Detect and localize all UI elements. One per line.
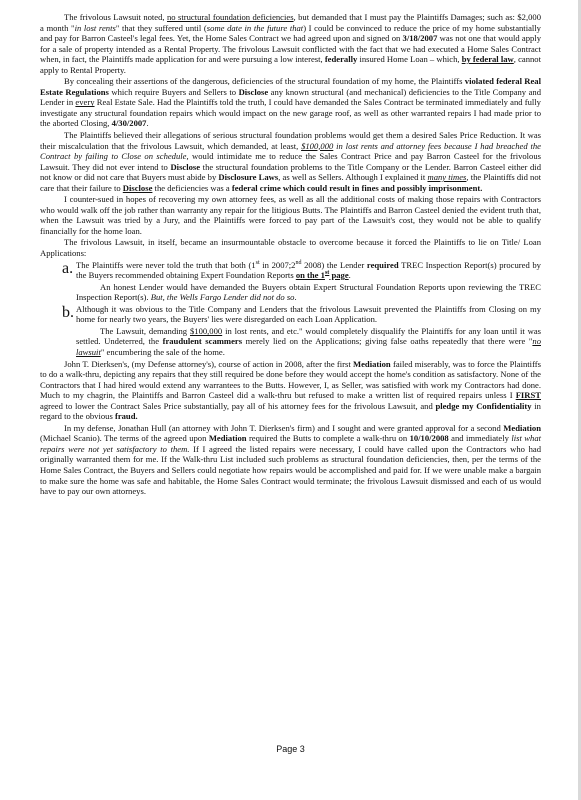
list-item-b-text — [76, 304, 541, 325]
text-run: " encumbering the sale of the home. — [100, 346, 225, 357]
text-run: no structural foundation deficiencies — [166, 12, 294, 22]
text-run: An honest Lender would have demanded the Buyers obtain Expert Structural Foundation Reports upon reviewing the TREC Inspection Report(s). — [76, 281, 541, 303]
text-run: list what repairs were not yet satisfactory to them. — [40, 433, 541, 454]
text-run: in regard to the obvious — [40, 400, 541, 422]
text-run: TREC Inspection Report(s) procured by the Buyers recommended obtaining Expert Foundation Reports — [76, 259, 541, 281]
text-run: st — [324, 270, 330, 277]
text-run: 4/30/2007 — [111, 118, 147, 129]
text-run: nd — [295, 259, 302, 266]
text-run: failed miserably, was to force the Plaintiffs to do a walk-thru, depicting any repairs that they still required be done before they would accept the home's condition as satisfactory. None of the Contractors that I had hired would extend any warrantees to the Butts. However, I, as Seller, was satisfied with work my Contractors had done. Much to my chagrin, the Plaintiffs and Barron Casteel did a walk-thru but refused to make a written list of required repairs unless I — [40, 358, 541, 401]
text-run: John T. Dierksen's, (my Defense attorney's), course of action in 2008, after the first — [64, 358, 353, 369]
text-run: Disclose — [238, 86, 269, 97]
list-marker-b: b. — [62, 303, 74, 321]
text-run: If I agreed the listed repairs were necessary, I could have called upon the Contractors who had originally warranted them for me. If the Walk-thru List included such problems as structural foundation deficiencies, then, per the terms of the Home Sales Contract, the Buyers and Sellers could negotiate how repairs would be accomplished and paid for. If we were unable make a bargain to make sure the home was safe and habitable, the Home Sales Contract would terminate; the frivolous Lawsuit dismissed and each of us would have to pay our own attorneys. — [40, 443, 541, 497]
list-item-a-text — [76, 260, 541, 281]
text-run: The frivolous Lawsuit, in itself, became an insurmountable obstacle to overcome because it forced the Plaintiffs to lie on Title/ Loan Applications: — [40, 237, 541, 259]
text-run: violated federal Real Estate Regulations — [40, 76, 541, 97]
text-run: Although it was obvious to the Title Company and Lenders that the frivolous Lawsuit prevented the Plaintiffs from Closing on my home for nearly two years, the Buyers' lies were disregarded on each Loan Application. — [76, 303, 541, 325]
text-run: Disclose — [170, 161, 201, 172]
text-run: $100,000 — [189, 325, 223, 336]
text-run: would intimidate me to reduce the Sales Contract Price and pay Barron Casteel for the frivolous Lawsuit. They did not ever intend to — [40, 151, 541, 172]
list-item-b-body — [76, 304, 541, 359]
list-marker-a: a. — [62, 259, 74, 277]
text-run: required the Butts to complete a walk-thru on — [246, 433, 410, 444]
list-item-a-continuation — [76, 282, 541, 303]
text-run: page — [329, 270, 349, 281]
text-run: Disclosure Laws — [218, 172, 279, 183]
paragraph-sales-price-reduction — [40, 130, 541, 193]
paragraph-first-mediation — [40, 359, 541, 422]
text-run: . — [146, 118, 149, 129]
text-run: . — [348, 270, 351, 281]
text-run: Real Estate Sale. Had the Plaintiffs told the truth, I could have demanded the Sales Contract be terminated immediately and fully investigate any structural foundation repairs which would impact on the new garage roof, as well as other warranted repairs I had made prior to the aborted Closing, — [40, 97, 541, 129]
paragraph-concealment — [40, 76, 541, 129]
list-item-b-continuation — [76, 326, 541, 358]
text-run: Mediation — [353, 358, 391, 369]
text-run: " that they suffered until ( — [115, 22, 207, 33]
text-run: fraud. — [114, 411, 138, 422]
text-run: I counter-sued in hopes of recovering my own attorney fees, as well as all the additional costs of making those repairs with Contractors who would walk off the job rather than warranty any repair for the litigious Butts. The Plaintiffs and Barron Casteel denied the evident truth that, when the Lawsuit was tried by a Jury, and the Plaintiffs were forced to pay part of the Lawsuit's cost, they would not be able to qualify financially for the home loan. — [40, 194, 541, 236]
text-run: on the 1 — [295, 270, 325, 281]
text-run: ) I could be convinced to reduce the price of my home substantially and pay for Barron Casteel's legal fees. Yet, the Home Sales Contract we had agreed upon and signed on — [40, 22, 541, 44]
list-item-b — [40, 304, 541, 359]
list-item-a-body — [76, 260, 541, 304]
text-run: in lost rents, and etc." would completely disqualify the Plaintiffs for any loan until it was settled. Undeterred, the — [76, 325, 542, 347]
text-run: , as well as Sellers. Although I explained it — [278, 172, 428, 183]
text-run: many times — [427, 172, 467, 183]
text-run: federal crime which could result in fines and possibly imprisonment. — [231, 182, 483, 193]
text-run: , the Plaintiffs did not care that their failure to — [40, 172, 542, 193]
text-run: 3/18/2007 — [402, 33, 438, 44]
page-number: Page 3 — [276, 744, 305, 754]
text-run: some date in the future that — [206, 22, 304, 33]
paragraph-loan-applications — [40, 237, 541, 258]
paragraph-lawsuit-damages — [40, 12, 541, 75]
text-run: every — [75, 97, 95, 108]
text-run: But, the Wells Fargo Lender did not do so — [150, 292, 295, 303]
text-run: Mediation — [208, 433, 247, 444]
text-run: st — [255, 259, 260, 266]
text-run: agreed to lower the Contract Sales Price substantially, pay all of his attorney fees for the frivolous Lawsuit, and — [40, 400, 436, 411]
text-run: The Plaintiffs believed their allegations of serious structural foundation problems would get them a desired Sales Price Reduction. It was their miscalculation that the frivolous Lawsuit, which demanded, at least, — [40, 130, 541, 151]
text-run: , cannot apply to Rental Property. — [40, 54, 541, 75]
text-run: federally — [324, 54, 358, 65]
text-run: . — [294, 292, 297, 303]
text-run: In my defense, Jonathan Hull (an attorney with John T. Dierksen's firm) and I sought and were granted approval for a second — [64, 422, 504, 433]
text-run: merely lied on the Applications; giving false oaths repeatedly that there were " — [242, 336, 533, 347]
text-run: fraudulent scammers — [162, 336, 243, 347]
text-run: the structural foundation problems to the Title Company or the Lender. Barron Casteel either did not know or did not care that Buyers must abide by — [40, 161, 541, 183]
text-run: in lost rents and attorney fees because I had breached the Contract by failing to Close on schedule, — [40, 140, 541, 162]
text-run: in 2007;2 — [259, 259, 296, 270]
text-run: (Michael Scanio). The terms of the agreed upon — [40, 433, 209, 444]
text-run: Mediation — [503, 422, 541, 433]
text-run: and immediately — [448, 433, 512, 444]
text-run: the deficiencies was a — [152, 182, 232, 193]
text-run: The Lawsuit, demanding — [100, 325, 190, 336]
text-run: $100,000 — [301, 140, 334, 151]
text-run: 2008) the Lender — [301, 259, 367, 270]
paragraph-counter-suit — [40, 194, 541, 236]
paragraph-second-mediation — [40, 423, 541, 497]
text-run: insured Home Loan – which, — [357, 54, 462, 65]
text-run: 10/10/2008 — [409, 433, 449, 444]
text-run: , but demanded that I must pay the Plaintiffs Damages; such as: $2,000 a month " — [40, 12, 541, 33]
text-run: required — [366, 259, 399, 270]
text-run: The frivolous Lawsuit noted, — [64, 12, 167, 22]
text-run: By concealing their assertions of the dangerous, deficiencies of the structural foundation of my home, the Plaintiffs — [64, 76, 465, 87]
text-run: was not one that would apply for a sale of property intended as a Rental Property. The frivolous Lawsuit conflicted with the fact that we had executed a Home Sales Contract when, in fact, the Plaintiffs made application for and were pursuing a low interest, — [40, 33, 541, 65]
text-run: The Plaintiffs were never told the truth that both (1 — [76, 259, 256, 270]
text-run: which require Buyers and Sellers to — [108, 86, 239, 97]
text-run: by federal law — [461, 54, 514, 65]
text-run: no lawsuit — [76, 336, 541, 357]
text-run: FIRST — [515, 390, 541, 401]
text-run: pledge my Confidentiality — [435, 400, 532, 411]
text-run: Disclose — [122, 182, 153, 193]
text-run: any known structural (and mechanical) deficiencies to the Title Company and Lender in — [40, 86, 542, 108]
list-item-a — [40, 260, 541, 304]
text-run: in lost rents — [74, 22, 116, 33]
